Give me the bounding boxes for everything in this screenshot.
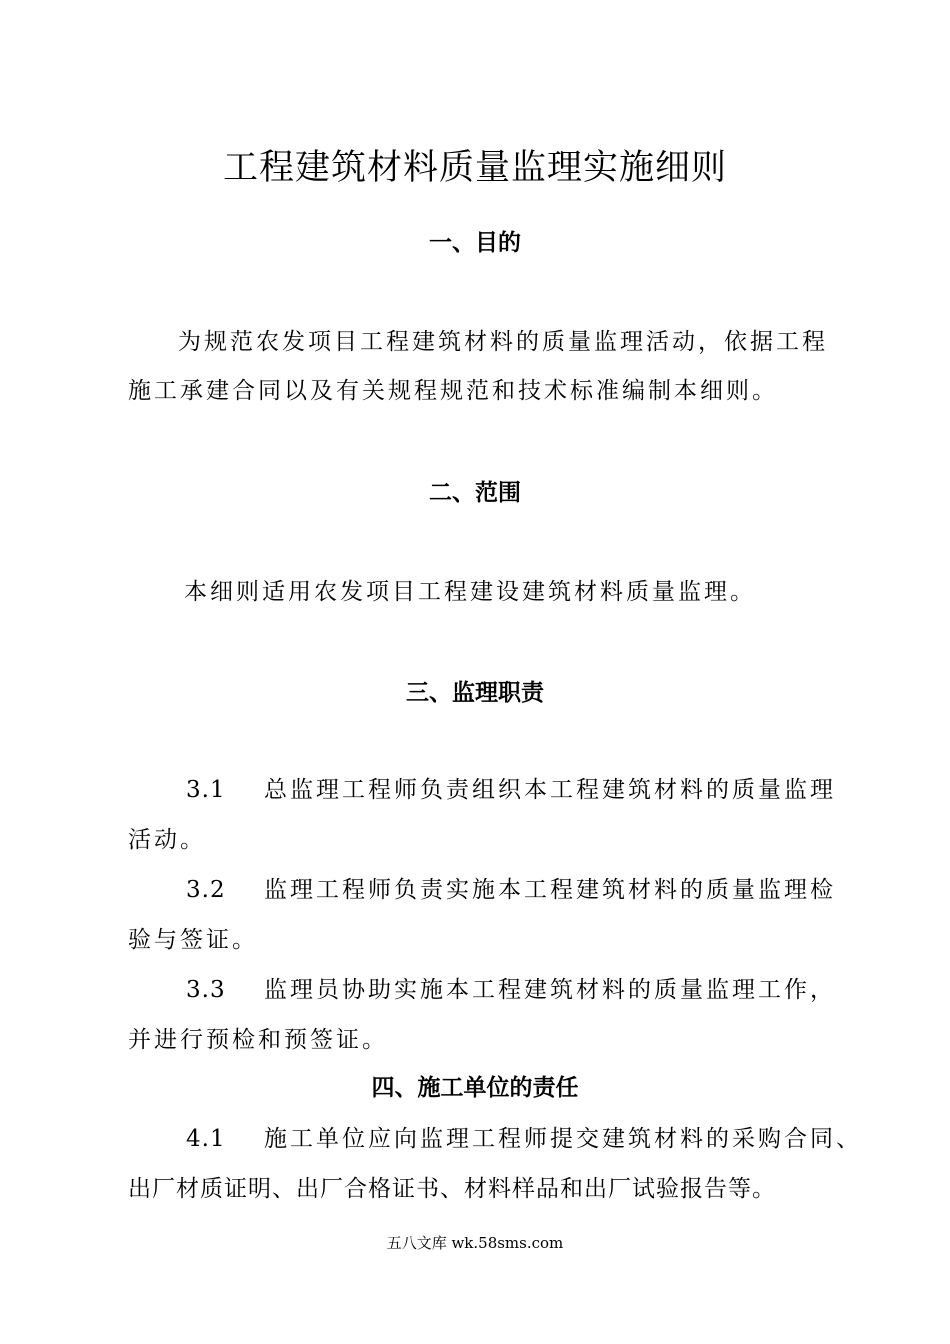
responsibility-item-4-1 bbox=[186, 1122, 862, 1156]
document-title: 工程建筑材料质量监理实施细则 bbox=[222, 148, 727, 188]
item-number: 3.1 bbox=[186, 777, 226, 803]
section-heading-scope: 二、范围 bbox=[429, 480, 521, 506]
responsibility-item-4-1-continuation: 出厂材质证明、出厂合格证书、材料样品和出厂试验报告等。 bbox=[128, 1176, 776, 1202]
duty-item-3-2 bbox=[186, 873, 836, 907]
item-text: 施工单位应向监理工程师提交建筑材料的采购合同、 bbox=[264, 1126, 862, 1152]
section-heading-contractor-responsibility: 四、施工单位的责任 bbox=[371, 1075, 579, 1101]
item-text: 监理员协助实施本工程建筑材料的质量监理工作， bbox=[264, 977, 836, 1003]
footer-watermark: 五八文库 wk.58sms.com bbox=[386, 1234, 564, 1252]
purpose-paragraph-line-2: 施工承建合同以及有关规程规范和技术标准编制本细则。 bbox=[128, 378, 778, 404]
item-text: 监理工程师负责实施本工程建筑材料的质量监理检 bbox=[264, 877, 836, 903]
section-heading-purpose: 一、目的 bbox=[429, 230, 521, 256]
duty-item-3-2-continuation: 验与签证。 bbox=[128, 927, 258, 953]
scope-paragraph: 本细则适用农发项目工程建设建筑材料质量监理。 bbox=[184, 579, 756, 605]
duty-item-3-3 bbox=[186, 973, 836, 1007]
duty-item-3-3-continuation: 并进行预检和预签证。 bbox=[128, 1027, 388, 1053]
item-text: 总监理工程师负责组织本工程建筑材料的质量监理 bbox=[264, 777, 836, 803]
item-number: 3.3 bbox=[186, 977, 226, 1003]
section-heading-duties: 三、监理职责 bbox=[406, 680, 544, 706]
item-number: 3.2 bbox=[186, 877, 226, 903]
purpose-paragraph-line-1: 为规范农发项目工程建筑材料的质量监理活动，依据工程 bbox=[178, 329, 828, 355]
duty-item-3-1 bbox=[186, 773, 836, 807]
duty-item-3-1-continuation: 活动。 bbox=[128, 827, 206, 853]
item-number: 4.1 bbox=[186, 1126, 226, 1152]
